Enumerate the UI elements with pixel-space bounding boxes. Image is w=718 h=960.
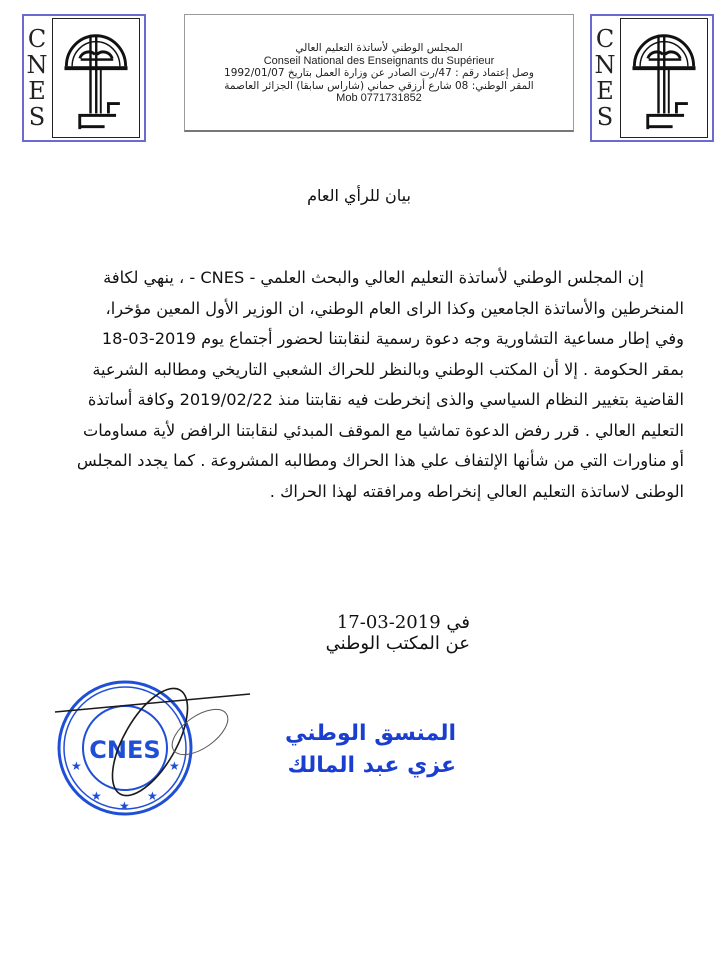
signer-block <box>270 718 456 782</box>
signer-name: عزي عبد المالك <box>287 753 456 778</box>
body-line: المنخرطين والأساتذة الجامعين وكذا الراى العام الوطني، ان الوزير الأول المعين مؤخرا، <box>105 298 684 318</box>
logo-letter-c: C <box>27 25 47 53</box>
svg-text:★: ★ <box>119 799 130 813</box>
statement-body <box>72 263 684 507</box>
handwritten-signature-icon <box>40 680 260 820</box>
document-title: بيان للرأي العام <box>307 186 411 205</box>
body-line: أو مناورات التي من شأنها الإلتفاف علي هذا الحراك ومطالبه المشروعة . كما يجدد المجلس <box>76 451 684 470</box>
logo-letter-s: S <box>28 103 46 131</box>
cnes-emblem-icon <box>620 18 708 138</box>
date-block <box>300 612 470 654</box>
registration-info: وصل إعتماد رقم : 47/رت الصادر عن وزارة العمل بتاريخ 1992/01/07 <box>224 67 534 79</box>
logo-letter-c: C <box>595 25 615 53</box>
logo-letters <box>24 16 50 140</box>
svg-text:★: ★ <box>71 759 82 773</box>
cnes-emblem-icon <box>52 18 140 138</box>
logo-letter-s: S <box>596 103 614 131</box>
issuer-line: عن المكتب الوطني <box>325 633 470 654</box>
logo-letter-n: N <box>594 51 616 79</box>
body-line: بمقر الحكومة . إلا أن المكتب الوطني وبالنظر للحراك الشعبي التاريخي ومطالبه الشرعية <box>92 359 684 379</box>
body-line: القاضية بتغيير النظام السياسي والذى إنخرطت فيه نقابتنا منذ 2019/02/22 وكافة أساتذة <box>87 390 684 409</box>
headquarters-address: المقر الوطني: 08 شارع أرزقي حماني (شاراس سابقا) الجزائر العاصمة <box>224 79 534 92</box>
cnes-logo-left <box>22 14 146 142</box>
org-name-french: Conseil National des Enseignants du Supérieur <box>263 54 495 67</box>
logo-letter-e: E <box>28 77 46 105</box>
issue-date: في 2019-03-17 <box>336 612 470 633</box>
body-line: إن المجلس الوطني لأساتذة التعليم العالي والبحث العلمي - CNES - ، ينهي لكافة <box>103 268 644 287</box>
body-line: الوطنى لاساتذة التعليم العالي إنخراطه ومرافقته لهذا الحراك . <box>269 481 684 501</box>
body-line: التعليم العالي . قرر رفض الدعوة تماشيا مع الموقف المبدئي لنقابتنا الرافض لأية مساومات <box>82 420 684 440</box>
signer-title: المنسق الوطني <box>285 721 456 746</box>
mobile-number: Mob 0771731852 <box>336 92 422 104</box>
logo-letter-e: E <box>596 77 614 105</box>
logo-letter-n: N <box>26 51 48 79</box>
cnes-logo-right <box>590 14 714 142</box>
stamp-cnes-text: CNES <box>89 736 161 764</box>
svg-text:★: ★ <box>147 789 158 803</box>
org-name-arabic: المجلس الوطني لأساتذة التعليم العالي <box>295 42 463 54</box>
body-line: وفي إطار مساعية التشاورية وجه دعوة رسمية لنقابتنا لحضور أجتماع يوم 2019-03-18 <box>101 329 684 348</box>
logo-letters <box>592 16 618 140</box>
organization-header-box <box>184 14 574 132</box>
svg-text:★: ★ <box>91 789 102 803</box>
svg-text:★: ★ <box>169 759 180 773</box>
